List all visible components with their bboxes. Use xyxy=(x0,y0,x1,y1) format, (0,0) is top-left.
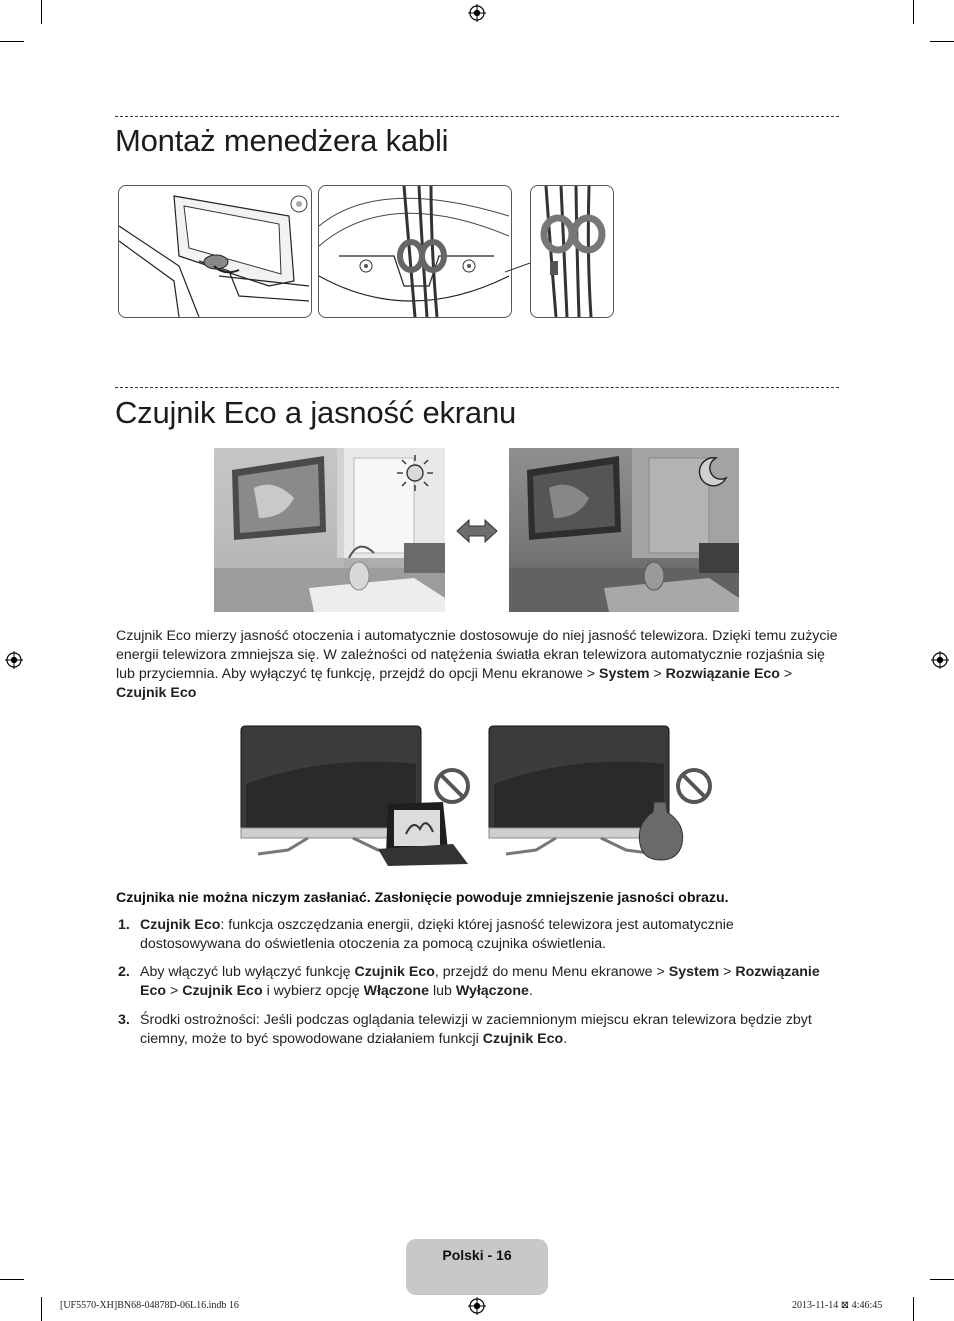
body-text: i wybierz opcję xyxy=(262,983,364,999)
print-slug-right: 2013-11-14 ⊠ 4:46:45 xyxy=(792,1300,883,1311)
emphasis-text: System xyxy=(599,666,650,682)
crop-mark xyxy=(41,1297,42,1321)
body-text: Aby włączyć lub wyłączyć funkcję xyxy=(140,964,355,980)
body-text: > xyxy=(166,983,183,999)
room-photo-bright xyxy=(214,448,445,612)
body-text: > xyxy=(779,666,793,682)
crop-mark xyxy=(913,0,914,24)
print-slug-left: [UF5570-XH]BN68-04878D-06L16.indb 16 xyxy=(60,1300,239,1311)
crop-mark xyxy=(0,41,24,42)
list-item xyxy=(116,1011,838,1049)
cable-illustration-detail xyxy=(530,185,614,318)
cable-illustration-stand xyxy=(118,185,312,318)
crop-mark xyxy=(930,1279,954,1280)
list-item xyxy=(116,963,838,1001)
emphasis-text: Czujnik Eco xyxy=(354,964,435,980)
emphasis-text: Rozwiązanie Eco xyxy=(140,964,820,999)
list-item-text xyxy=(140,963,838,1001)
section-title-cable-manager: Montaż menedżera kabli xyxy=(115,123,449,158)
registration-mark-icon xyxy=(468,1297,486,1315)
emphasis-text: Czujnik Eco xyxy=(182,983,263,999)
section-divider xyxy=(115,116,839,117)
tv-obstructed-by-frame xyxy=(238,724,476,866)
emphasis-text: Czujnik Eco xyxy=(116,685,197,701)
list-item-text xyxy=(140,916,838,954)
cable-illustration-clip xyxy=(318,185,512,318)
room-photo-dark xyxy=(509,448,739,612)
section-title-eco-sensor: Czujnik Eco a jasność ekranu xyxy=(115,395,517,430)
double-arrow-icon xyxy=(455,517,499,545)
body-text: > xyxy=(719,964,736,980)
registration-mark-icon xyxy=(931,651,949,669)
eco-sensor-description xyxy=(116,627,838,703)
body-text: . xyxy=(563,1031,568,1047)
prohibited-icon xyxy=(674,766,714,806)
emphasis-text: Czujnik Eco xyxy=(140,917,221,933)
emphasis-text: Włączone xyxy=(363,983,429,999)
emphasis-text: Rozwiązanie Eco xyxy=(665,666,780,682)
emphasis-text: Wyłączone xyxy=(455,983,529,999)
body-text: Środki ostrożności: Jeśli podczas oglądania telewizji w zaciemnionym miejscu ekran telewizora będzie zbyt ciemny, może to być spowodowane działaniem funkcji xyxy=(140,1012,812,1047)
body-text: Czujnik Eco mierzy jasność otoczenia i automatycznie dostosowuje do niej jasność telewizora. Dzięki temu zużycie energii telewizora zmniejsza się. W zależności od natężenia światła ekran telewizora automatycznie rozjaśnia się lub przyciemnia. Aby wyłączyć tę funkcję, przejdź do opcji Menu ekranowe > xyxy=(116,628,838,682)
list-item xyxy=(116,916,838,954)
body-text: > xyxy=(649,666,666,682)
body-text: lub xyxy=(429,983,456,999)
body-text: , przejdź do menu Menu ekranowe > xyxy=(434,964,669,980)
page-number-tab xyxy=(406,1239,548,1295)
registration-mark-icon xyxy=(468,4,486,22)
crop-mark xyxy=(0,1279,24,1280)
prohibited-icon xyxy=(432,766,472,806)
moon-icon xyxy=(694,454,730,490)
sun-icon xyxy=(394,452,436,494)
crop-mark xyxy=(913,1297,914,1321)
emphasis-text: Czujnik Eco xyxy=(482,1031,564,1047)
body-text: . xyxy=(528,983,533,999)
tv-obstructed-by-vase xyxy=(486,724,716,866)
list-number: 3. xyxy=(118,1012,130,1028)
crop-mark xyxy=(41,0,42,24)
registration-mark-icon xyxy=(5,651,23,669)
warning-text: Czujnika nie można niczym zasłaniać. Zasłonięcie powoduje zmniejszenie jasności obrazu. xyxy=(116,890,729,906)
emphasis-text: System xyxy=(668,964,720,980)
list-number: 1. xyxy=(118,917,130,933)
crop-mark xyxy=(930,41,954,42)
page-number: Polski - 16 xyxy=(442,1247,512,1263)
section-divider xyxy=(115,387,839,388)
body-text: : funkcja oszczędzania energii, dzięki której jasność telewizora jest automatycznie dostosowywana do oświetlenia otoczenia za pomocą czujnika oświetlenia. xyxy=(140,917,734,952)
list-number: 2. xyxy=(118,964,130,980)
list-item-text xyxy=(140,1011,838,1049)
